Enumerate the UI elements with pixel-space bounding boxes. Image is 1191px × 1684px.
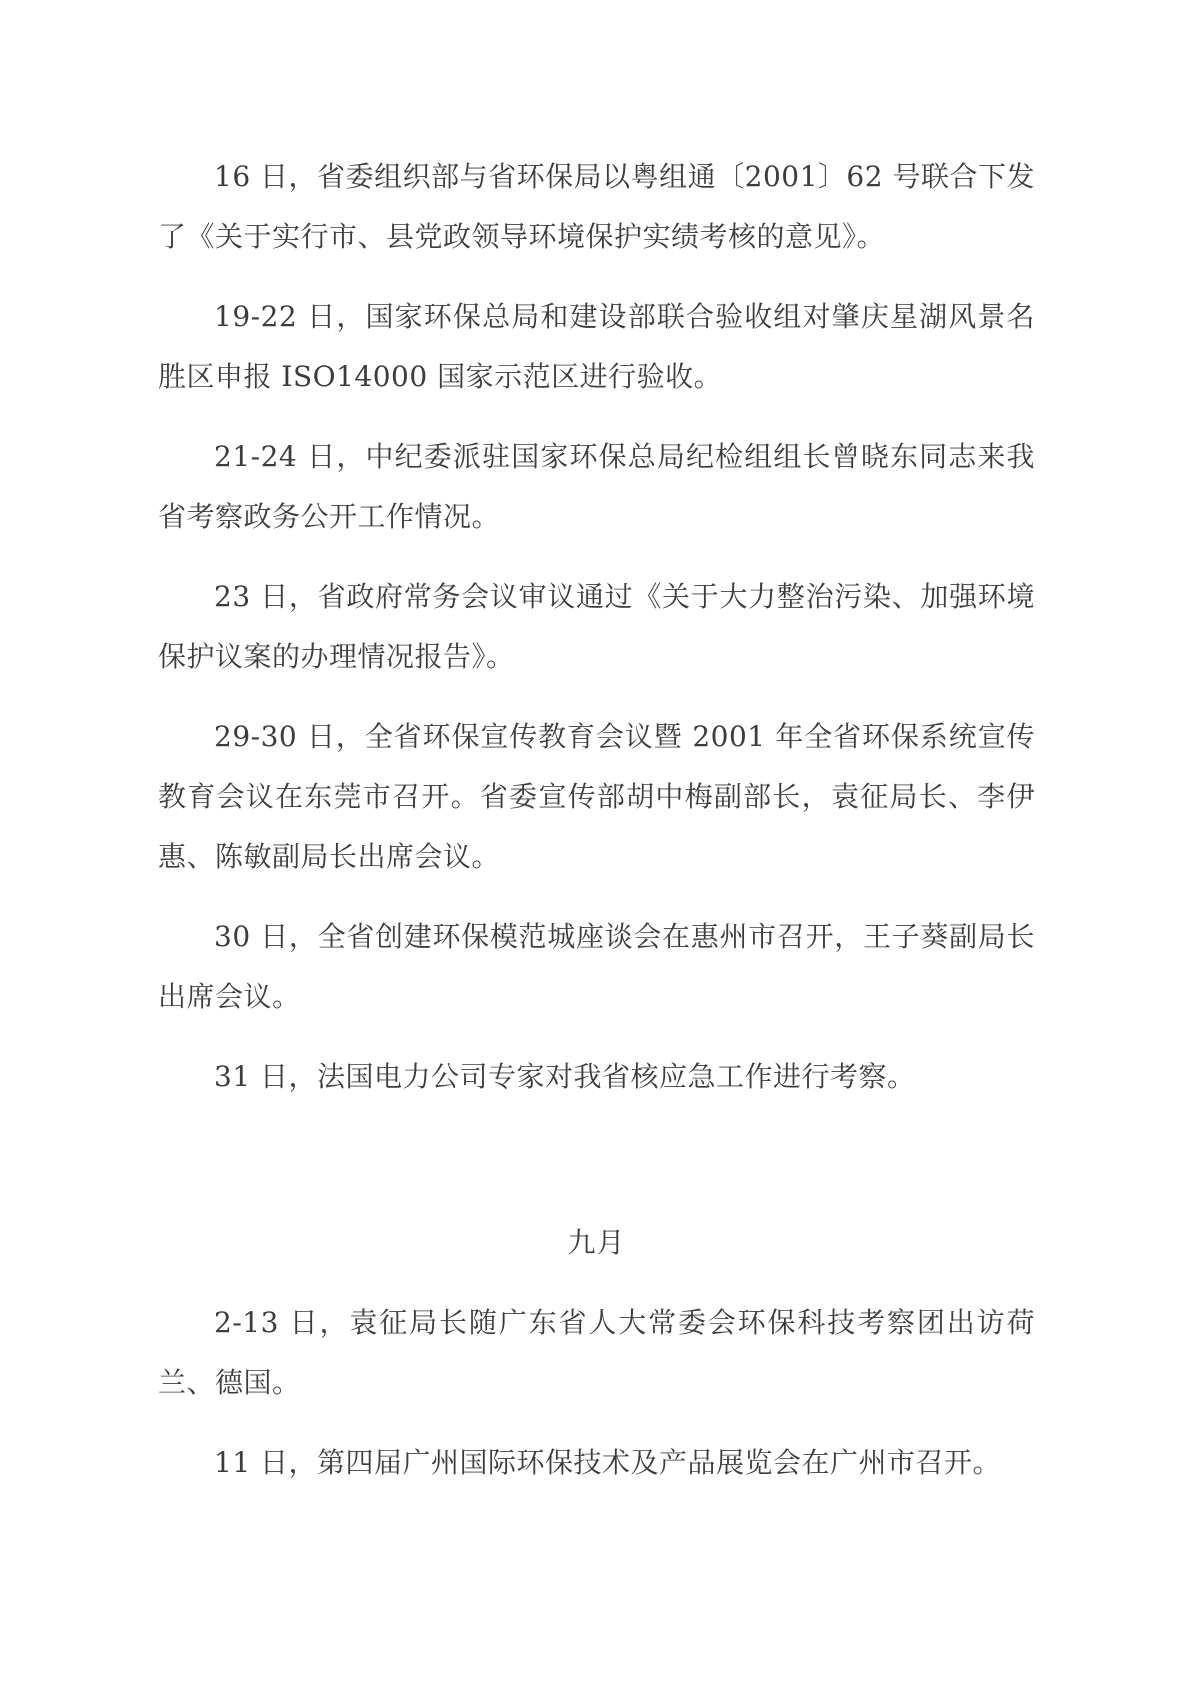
paragraph-aug-21-24: 21-24 日，中纪委派驻国家环保总局纪检组组长曾晓东同志来我省考察政务公开工作情况。 <box>158 440 1035 533</box>
paragraph-sep-11: 11 日，第四届广州国际环保技术及产品展览会在广州市召开。 <box>214 1446 1002 1479</box>
section-spacer <box>158 1117 1035 1203</box>
paragraph-aug-29-30: 29-30 日，全省环保宣传教育会议暨 2001 年全省环保系统宣传教育会议在东莞市召开。省委宣传部胡中梅副部长，袁征局长、李伊惠、陈敏副局长出席会议。 <box>158 720 1035 873</box>
paragraph-aug-23: 23 日，省政府常务会议审议通过《关于大力整治污染、加强环境保护议案的办理情况报告》。 <box>158 580 1035 673</box>
paragraph-aug-16: 16 日，省委组织部与省环保局以粤组通〔2001〕62 号联合下发了《关于实行市、县党政领导环境保护实绩考核的意见》。 <box>158 160 1035 253</box>
section-heading-september: 九月 <box>567 1226 626 1259</box>
paragraph-aug-30: 30 日，全省创建环保模范城座谈会在惠州市召开，王子葵副局长出席会议。 <box>158 920 1035 1013</box>
paragraph-aug-31: 31 日，法国电力公司专家对我省核应急工作进行考察。 <box>214 1060 916 1093</box>
paragraph-aug-19-22: 19-22 日，国家环保总局和建设部联合验收组对肇庆星湖风景名胜区申报 ISO14000 国家示范区进行验收。 <box>158 300 1035 393</box>
paragraph-sep-2-13: 2-13 日，袁征局长随广东省人大常委会环保科技考察团出访荷兰、德国。 <box>158 1306 1035 1399</box>
